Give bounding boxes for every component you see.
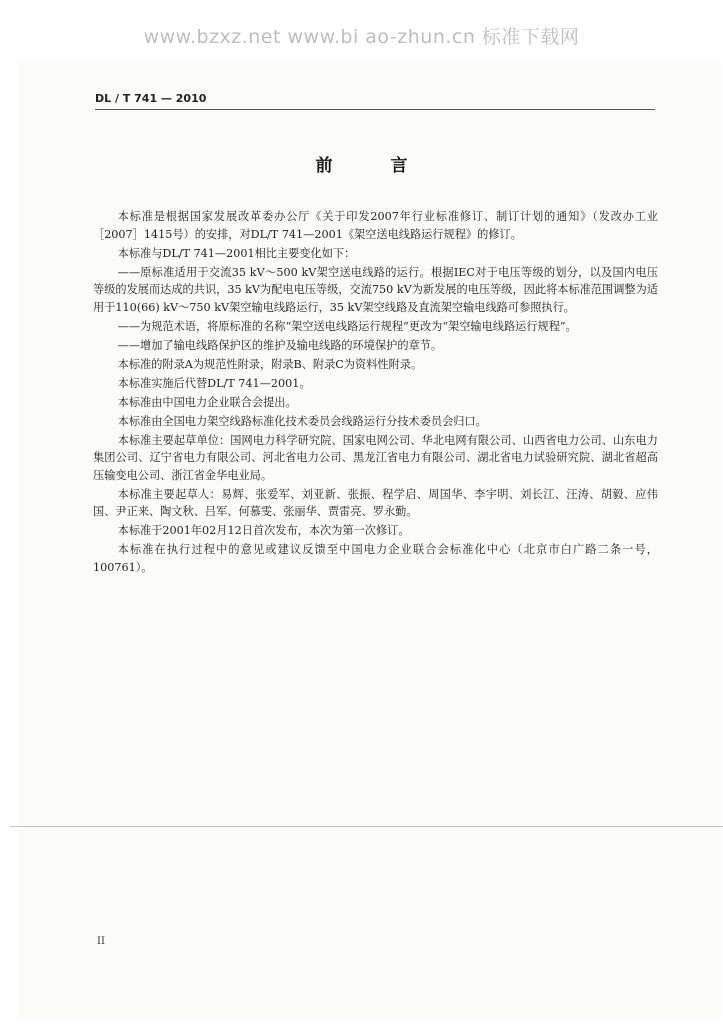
paragraph: 本标准由全国电力架空线路标准化技术委员会线路运行分技术委员会归口。: [117, 414, 487, 428]
header-rule: [95, 109, 655, 110]
page-number: II: [97, 936, 105, 947]
paragraph: ——为规范术语，将原标准的名称“架空送电线路运行规程”更改为“架空输电线路运行规程”。: [117, 319, 577, 333]
paragraph: 本标准主要起草单位：国网电力科学研究院、国家电网公司、华北电网有限公司、山西省电力公司、山东电力集团公司、辽宁省电力有限公司、河北省电力公司、黑龙江省电力有限公司、湖北省电力试验研究院、湖北省超高压输变电公司、浙江省金华电业局。: [93, 433, 658, 482]
foreword-body: [93, 208, 658, 578]
paragraph: 本标准主要起草人：易辉、张爱军、刘亚新、张振、程学启、周国华、李宇明、刘长江、汪涛、胡毅、应伟国、尹正来、陶文秋、吕军、何慕雯、张丽华、贾雷亮、罗永勤。: [93, 487, 658, 518]
watermark-text: www.bzxz.net www.bi ao-zhun.cn 标准下载网: [143, 26, 580, 48]
paragraph: 本标准于2001年02月12日首次发布，本次为第一次修订。: [117, 524, 410, 537]
paragraph: 本标准实施后代替DL/T 741—2001。: [117, 376, 311, 390]
standard-id: DL / T 741 — 2010: [95, 92, 207, 105]
page-title: 前 言: [315, 156, 434, 176]
paragraph: 本标准由中国电力企业联合会提出。: [117, 395, 297, 409]
paragraph: 本标准的附录A为规范性附录，附录B、附录C为资料性附录。: [117, 357, 423, 371]
scan-fold-line: [10, 826, 723, 827]
paragraph: ——原标准适用于交流35 kV～500 kV架空送电线路的运行。根据IEC对于电压等级的划分，以及国内电压等级的发展而达成的共识，35 kV为配电电压等级，交流750 kV为新发展的电压等级，因此将本标准范围调整为适用于110(66) kV～750 kV架空输电线路运行，35 kV架空线路及直流架空输电线路可参照执行。: [93, 265, 658, 314]
paragraph: 本标准与DL/T 741—2001相比主要变化如下：: [117, 246, 356, 260]
paragraph: 本标准在执行过程中的意见或建议反馈至中国电力企业联合会标准化中心（北京市白广路二条一号，100761）。: [93, 543, 658, 574]
paragraph: 本标准是根据国家发展改革委办公厅《关于印发2007年行业标准修订、制订计划的通知》（发改办工业［2007］1415号）的安排，对DL/T 741—2001《架空送电线路运行规程》的修订。: [93, 210, 658, 241]
paragraph: ——增加了输电线路保护区的维护及输电线路的环境保护的章节。: [117, 338, 443, 352]
